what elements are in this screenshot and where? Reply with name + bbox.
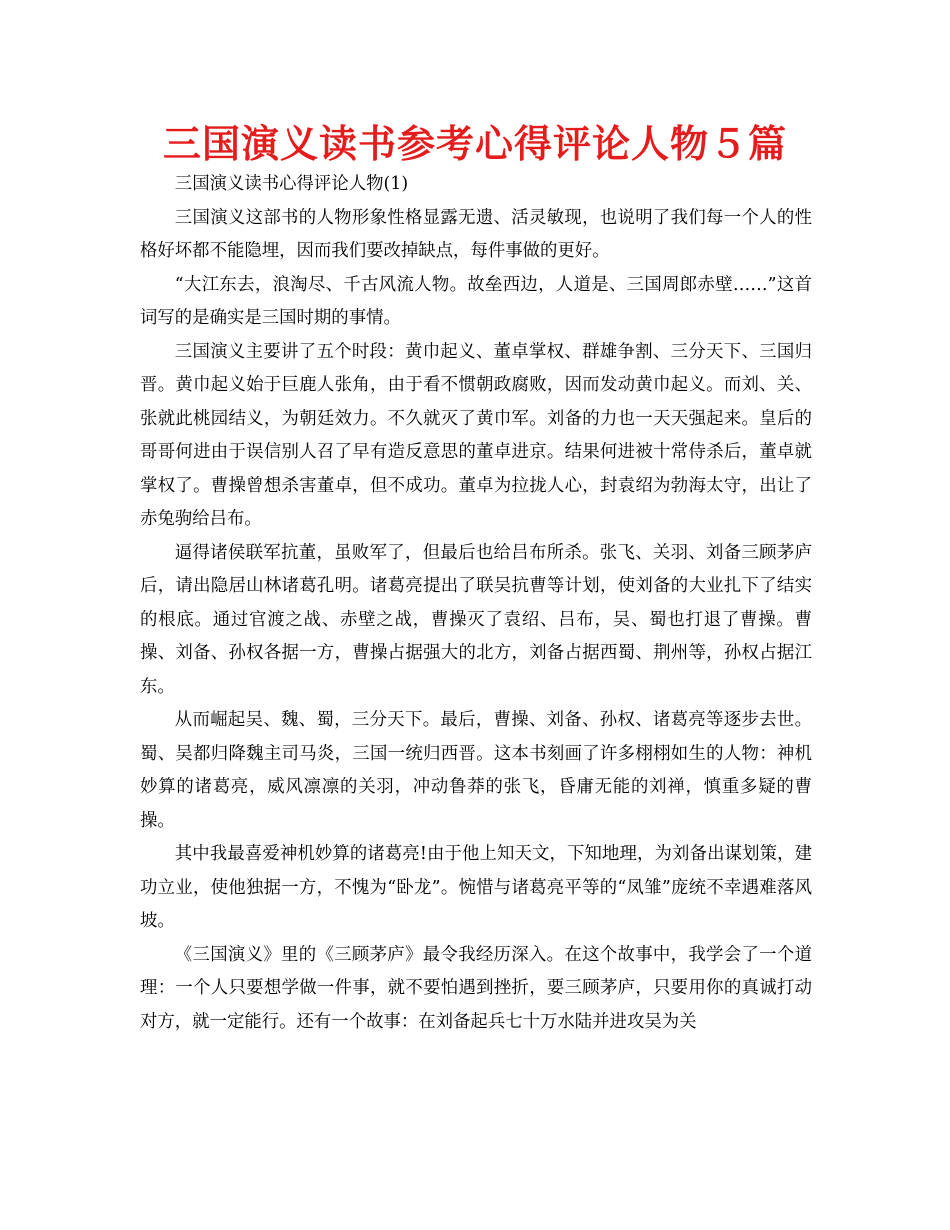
paragraph: 其中我最喜爱神机妙算的诸葛亮!由于他上知天文，下知地理，为刘备出谋划策，建功立业，使他独据一方，不愧为“卧龙”。惋惜与诸葛亮平等的“凤雏”庞统不幸遇难落风坡。 bbox=[140, 844, 812, 931]
document-body bbox=[140, 168, 812, 1039]
paragraph: 三国演义主要讲了五个时段：黄巾起义、董卓掌权、群雄争割、三分天下、三国归晋。黄巾起义始于巨鹿人张角，由于看不惯朝政腐败，因而发动黄巾起义。而刘、关、张就此桃园结义，为朝廷效力。不久就灭了黄巾军。刘备的力也一天天强起来。皇后的哥哥何进由于误信别人召了早有造反意思的董卓进京。结果何进被十常侍杀后，董卓就掌权了。曹操曾想杀害董卓，但不成功。董卓为拉拢人心，封袁绍为勃海太守，出让了赤兔驹给吕布。 bbox=[140, 341, 812, 529]
paragraph: “大江东去，浪淘尽、千古风流人物。故垒西边，人道是、三国周郎赤壁……”这首词写的是确实是三国时期的事情。 bbox=[140, 274, 812, 328]
section-subtitle: 三国演义读书心得评论人物(1) bbox=[174, 174, 409, 194]
paragraph: 从而崛起吴、魏、蜀，三分天下。最后，曹操、刘备、孙权、诸葛亮等逐步去世。蜀、吴都归降魏主司马炎，三国一统归西晋。这本书刻画了许多栩栩如生的人物：神机妙算的诸葛亮，威风凛凛的关羽，冲动鲁莽的张飞，昏庸无能的刘禅，慎重多疑的曹操。 bbox=[140, 710, 812, 831]
paragraph: 《三国演义》里的《三顾茅庐》最令我经历深入。在这个故事中，我学会了一个道理：一个人只要想学做一件事，就不要怕遇到挫折，要三顾茅庐，只要用你的真诚打动对方，就一定能行。还有一个故事：在刘备起兵七十万水陆并进攻吴为关 bbox=[140, 944, 812, 1032]
paragraph: 三国演义这部书的人物形象性格显露无遗、活灵敏现，也说明了我们每一个人的性格好坏都不能隐埋，因而我们要改掉缺点，每件事做的更好。 bbox=[140, 207, 812, 261]
paragraph: 逼得诸侯联军抗董，虽败军了，但最后也给吕布所杀。张飞、关羽、刘备三顾茅庐后，请出隐居山林诸葛孔明。诸葛亮提出了联吴抗曹等计划，使刘备的大业扎下了结实的根底。通过官渡之战、赤壁之战，曹操灭了袁绍、吕布，吴、蜀也打退了曹操。曹操、刘备、孙权各据一方，曹操占据强大的北方，刘备占据西蜀、荆州等，孙权占据江东。 bbox=[140, 542, 812, 697]
document-title: 三国演义读书参考心得评论人物５篇 bbox=[162, 122, 787, 166]
